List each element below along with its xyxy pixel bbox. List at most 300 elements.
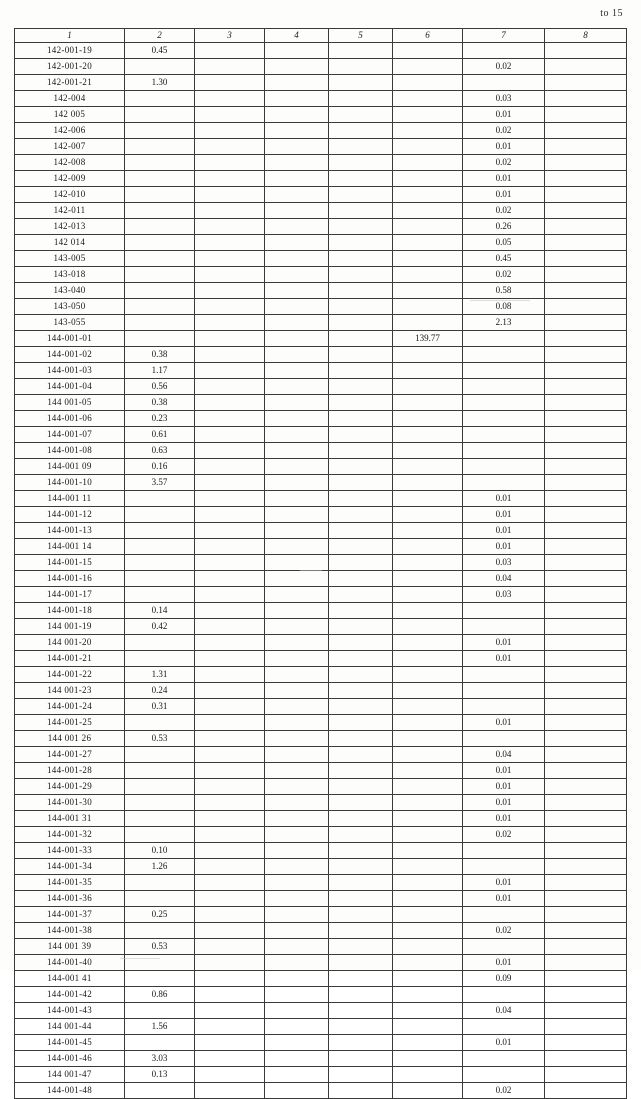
cell-column-3 [195,987,265,1003]
cell-column-7 [463,459,545,475]
cell-column-8 [545,459,627,475]
cell-column-5 [329,843,393,859]
cell-column-4 [265,651,329,667]
cell-item-code: 142-011 [15,203,125,219]
cell-item-code: 144-001-21 [15,651,125,667]
cell-item-code: 144-001-15 [15,555,125,571]
table-row [15,91,627,107]
cell-column-2 [125,923,195,939]
cell-column-4 [265,283,329,299]
table-row [15,811,627,827]
cell-column-4 [265,491,329,507]
cell-column-6 [393,91,463,107]
cell-column-4 [265,699,329,715]
cell-column-6 [393,123,463,139]
cell-column-3 [195,411,265,427]
cell-item-code: 142 005 [15,107,125,123]
cell-column-4 [265,363,329,379]
cell-column-3 [195,763,265,779]
cell-column-8 [545,43,627,59]
table-row [15,635,627,651]
cell-item-code: 143-005 [15,251,125,267]
cell-column-8 [545,923,627,939]
cell-column-5 [329,411,393,427]
cell-item-code: 144-001-42 [15,987,125,1003]
cell-column-7 [463,939,545,955]
table-row [15,763,627,779]
cell-column-7: 0.01 [463,1035,545,1051]
cell-column-5 [329,1051,393,1067]
cell-column-3 [195,1035,265,1051]
cell-column-2: 3.57 [125,475,195,491]
cell-column-4 [265,1035,329,1051]
cell-column-2: 0.13 [125,1067,195,1083]
cell-column-4 [265,1083,329,1099]
cell-column-6 [393,907,463,923]
cell-column-3 [195,299,265,315]
table-row [15,603,627,619]
cell-column-6 [393,1051,463,1067]
cell-column-7: 0.02 [463,59,545,75]
cell-column-4 [265,91,329,107]
cell-item-code: 144 001-19 [15,619,125,635]
cell-item-code: 144-001-45 [15,1035,125,1051]
cell-column-3 [195,1019,265,1035]
cell-column-8 [545,939,627,955]
cell-column-2 [125,203,195,219]
cell-column-6 [393,379,463,395]
cell-column-6 [393,731,463,747]
cell-column-2 [125,763,195,779]
cell-column-5 [329,923,393,939]
cell-column-8 [545,795,627,811]
cell-column-2: 0.53 [125,731,195,747]
cell-column-6 [393,715,463,731]
cell-column-3 [195,587,265,603]
cell-column-4 [265,811,329,827]
table-row [15,139,627,155]
cell-column-8 [545,619,627,635]
cell-column-4 [265,747,329,763]
cell-column-7: 0.02 [463,155,545,171]
cell-column-3 [195,107,265,123]
cell-column-5 [329,747,393,763]
cell-item-code: 144-001-27 [15,747,125,763]
cell-column-5 [329,187,393,203]
table-row [15,843,627,859]
cell-column-2: 0.86 [125,987,195,1003]
cell-column-6 [393,987,463,1003]
cell-column-5 [329,171,393,187]
cell-column-8 [545,763,627,779]
cell-column-7 [463,859,545,875]
table-header [15,29,627,43]
cell-column-5 [329,907,393,923]
cell-column-3 [195,795,265,811]
table-row [15,235,627,251]
cell-column-5 [329,811,393,827]
cell-column-5 [329,795,393,811]
cell-column-7 [463,331,545,347]
table-row [15,363,627,379]
cell-column-6 [393,411,463,427]
cell-item-code: 144-001-34 [15,859,125,875]
cell-column-2: 0.38 [125,347,195,363]
table-row [15,683,627,699]
cell-column-5 [329,715,393,731]
cell-column-7 [463,1051,545,1067]
cell-column-4 [265,267,329,283]
cell-column-2 [125,507,195,523]
table-row [15,523,627,539]
cell-column-6 [393,315,463,331]
cell-column-8 [545,1019,627,1035]
scan-artefact [300,570,322,571]
cell-column-3 [195,1003,265,1019]
cell-column-5 [329,523,393,539]
cell-item-code: 142-008 [15,155,125,171]
cell-column-2 [125,219,195,235]
cell-column-7: 0.45 [463,251,545,267]
cell-column-8 [545,539,627,555]
cell-column-2 [125,523,195,539]
cell-column-7: 0.08 [463,299,545,315]
table-row [15,827,627,843]
cell-column-6 [393,875,463,891]
cell-column-2 [125,187,195,203]
cell-column-5 [329,875,393,891]
cell-column-8 [545,379,627,395]
cell-column-8 [545,1003,627,1019]
cell-column-5 [329,379,393,395]
cell-column-3 [195,603,265,619]
cell-column-7 [463,683,545,699]
cell-column-4 [265,299,329,315]
cell-column-5 [329,587,393,603]
cell-column-7: 0.09 [463,971,545,987]
cell-column-4 [265,891,329,907]
cell-column-2 [125,811,195,827]
cell-column-8 [545,875,627,891]
table-row [15,667,627,683]
cell-column-7 [463,43,545,59]
table-row [15,347,627,363]
cell-column-7: 0.01 [463,891,545,907]
cell-column-7: 0.01 [463,507,545,523]
cell-column-6 [393,1083,463,1099]
cell-column-2 [125,1003,195,1019]
cell-column-7: 0.01 [463,139,545,155]
cell-column-3 [195,907,265,923]
table-row [15,971,627,987]
cell-column-2: 0.10 [125,843,195,859]
cell-column-4 [265,619,329,635]
cell-item-code: 144 001-47 [15,1067,125,1083]
cell-column-4 [265,459,329,475]
cell-column-2 [125,123,195,139]
cell-column-7: 0.01 [463,763,545,779]
cell-column-6 [393,43,463,59]
cell-column-6 [393,923,463,939]
cell-column-2 [125,491,195,507]
cell-item-code: 144-001-32 [15,827,125,843]
cell-column-8 [545,347,627,363]
cell-column-7: 0.01 [463,171,545,187]
cell-column-6 [393,779,463,795]
cell-column-2 [125,555,195,571]
cell-column-5 [329,571,393,587]
cell-item-code: 144-001-28 [15,763,125,779]
cell-column-3 [195,347,265,363]
cell-column-8 [545,747,627,763]
cell-item-code: 144 001-44 [15,1019,125,1035]
cell-column-7: 0.02 [463,1083,545,1099]
cell-column-5 [329,43,393,59]
cell-column-3 [195,379,265,395]
cell-column-8 [545,891,627,907]
cell-column-7: 0.01 [463,795,545,811]
cell-column-7: 0.01 [463,715,545,731]
cell-column-4 [265,139,329,155]
cell-item-code: 144-001-03 [15,363,125,379]
cell-column-8 [545,587,627,603]
cell-column-2 [125,91,195,107]
cell-column-2: 1.30 [125,75,195,91]
cell-column-2 [125,795,195,811]
scan-artefact [120,958,160,959]
cell-column-4 [265,315,329,331]
cell-column-8 [545,315,627,331]
cell-column-7: 0.01 [463,539,545,555]
cell-column-6 [393,187,463,203]
cell-column-5 [329,1083,393,1099]
cell-column-7: 0.01 [463,811,545,827]
cell-column-2: 1.26 [125,859,195,875]
cell-column-4 [265,859,329,875]
cell-column-2 [125,139,195,155]
table-row [15,475,627,491]
cell-column-3 [195,315,265,331]
cell-column-3 [195,971,265,987]
cell-column-8 [545,91,627,107]
table-row [15,1035,627,1051]
cell-column-3 [195,139,265,155]
cell-item-code: 143-040 [15,283,125,299]
cell-item-code: 144-001-46 [15,1051,125,1067]
cell-item-code: 144-001-30 [15,795,125,811]
cell-column-7 [463,379,545,395]
cell-column-3 [195,843,265,859]
cell-column-4 [265,635,329,651]
cell-column-5 [329,443,393,459]
cell-item-code: 144-001-33 [15,843,125,859]
cell-item-code: 144 001-05 [15,395,125,411]
cell-column-5 [329,315,393,331]
cell-column-7: 2.13 [463,315,545,331]
cell-column-6 [393,939,463,955]
cell-column-3 [195,363,265,379]
table-row [15,443,627,459]
cell-column-7 [463,843,545,859]
cell-column-8 [545,523,627,539]
cell-item-code: 144-001-13 [15,523,125,539]
cell-column-6 [393,587,463,603]
table-row [15,875,627,891]
cell-column-4 [265,395,329,411]
cell-column-5 [329,699,393,715]
cell-column-8 [545,683,627,699]
cell-item-code: 144-001-36 [15,891,125,907]
cell-column-5 [329,251,393,267]
cell-column-2 [125,59,195,75]
cell-column-8 [545,955,627,971]
column-header-4: 4 [265,29,329,43]
cell-column-8 [545,731,627,747]
cell-column-8 [545,1083,627,1099]
cell-column-5 [329,955,393,971]
cell-column-7: 0.02 [463,123,545,139]
cell-column-5 [329,91,393,107]
cell-item-code: 144-001-16 [15,571,125,587]
cell-column-5 [329,203,393,219]
cell-column-4 [265,347,329,363]
cell-column-3 [195,619,265,635]
cell-item-code: 144-001-43 [15,1003,125,1019]
cell-column-7: 0.01 [463,955,545,971]
cell-column-3 [195,699,265,715]
cell-column-3 [195,155,265,171]
cell-item-code: 144 001 26 [15,731,125,747]
cell-column-4 [265,219,329,235]
cell-item-code: 143-050 [15,299,125,315]
cell-column-7 [463,75,545,91]
cell-column-8 [545,443,627,459]
cell-column-7 [463,603,545,619]
cell-column-3 [195,475,265,491]
cell-column-4 [265,235,329,251]
cell-column-5 [329,1035,393,1051]
cell-column-6 [393,235,463,251]
cell-column-8 [545,987,627,1003]
cell-column-3 [195,667,265,683]
table-row [15,219,627,235]
cell-column-2: 0.53 [125,939,195,955]
cell-column-4 [265,779,329,795]
cell-column-2: 3.03 [125,1051,195,1067]
cell-column-6 [393,651,463,667]
cell-column-6: 139.77 [393,331,463,347]
cell-column-3 [195,555,265,571]
cell-item-code: 142-013 [15,219,125,235]
cell-column-3 [195,891,265,907]
cell-column-3 [195,171,265,187]
cell-column-2: 0.63 [125,443,195,459]
cell-column-6 [393,1067,463,1083]
cell-column-6 [393,635,463,651]
cell-column-5 [329,859,393,875]
cell-column-5 [329,971,393,987]
table-row [15,491,627,507]
cell-column-3 [195,251,265,267]
cell-column-4 [265,443,329,459]
table-row [15,299,627,315]
cell-column-3 [195,747,265,763]
cell-item-code: 144-001-04 [15,379,125,395]
cell-column-4 [265,251,329,267]
cell-column-8 [545,699,627,715]
cell-column-5 [329,827,393,843]
cell-column-4 [265,411,329,427]
cell-column-4 [265,571,329,587]
cell-column-6 [393,395,463,411]
cell-column-8 [545,651,627,667]
cell-column-7 [463,1019,545,1035]
cell-column-8 [545,59,627,75]
table-row [15,59,627,75]
cell-column-6 [393,971,463,987]
cell-column-6 [393,1003,463,1019]
cell-item-code: 142-001-21 [15,75,125,91]
cell-column-6 [393,75,463,91]
table-row [15,75,627,91]
table-row [15,555,627,571]
cell-column-7: 0.02 [463,203,545,219]
table-row [15,1019,627,1035]
cell-column-3 [195,571,265,587]
cell-column-5 [329,1003,393,1019]
cell-column-8 [545,1035,627,1051]
cell-column-4 [265,379,329,395]
cell-column-2 [125,331,195,347]
table-row [15,731,627,747]
table-row [15,331,627,347]
cell-column-7: 0.01 [463,779,545,795]
cell-item-code: 144-001-24 [15,699,125,715]
cell-column-6 [393,363,463,379]
cell-column-5 [329,891,393,907]
cell-column-5 [329,1067,393,1083]
cell-column-5 [329,987,393,1003]
table-row [15,395,627,411]
cell-column-3 [195,443,265,459]
cell-column-3 [195,539,265,555]
cell-column-3 [195,523,265,539]
cell-column-4 [265,203,329,219]
table-row [15,939,627,955]
cell-column-2 [125,107,195,123]
cell-column-5 [329,731,393,747]
cell-column-2 [125,891,195,907]
cell-column-5 [329,1019,393,1035]
cell-column-6 [393,299,463,315]
cell-column-8 [545,395,627,411]
cell-column-4 [265,123,329,139]
column-header-2: 2 [125,29,195,43]
cell-column-7 [463,1067,545,1083]
cell-column-7: 0.01 [463,651,545,667]
table-row [15,1083,627,1099]
column-header-5: 5 [329,29,393,43]
cell-column-2 [125,539,195,555]
table-row [15,1003,627,1019]
table-row [15,795,627,811]
cell-column-4 [265,875,329,891]
cell-column-7 [463,475,545,491]
table-row [15,715,627,731]
cell-item-code: 142-001-19 [15,43,125,59]
table-row [15,507,627,523]
cell-column-7: 0.03 [463,91,545,107]
